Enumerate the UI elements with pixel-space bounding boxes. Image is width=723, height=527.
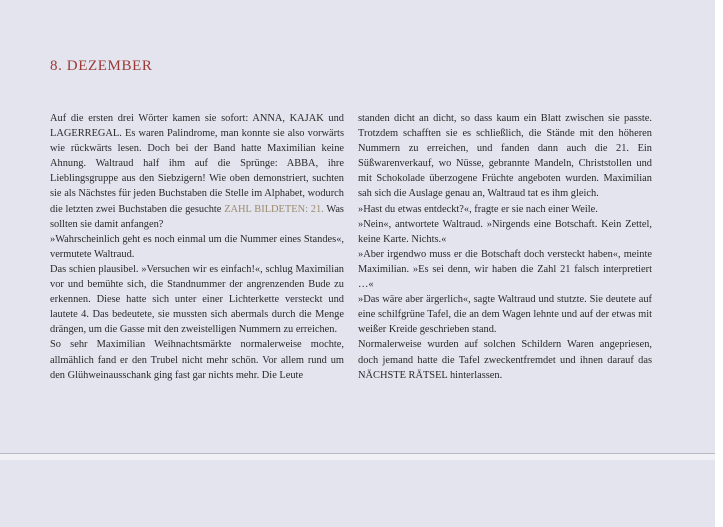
left-text-column (50, 111, 344, 383)
paragraph: »Nein«, antwortete Waltraud. »Nirgends eine Botschaft. Kein Zettel, keine Karte. Nichts.« (358, 218, 652, 245)
paragraph-text: Was sollten sie damit anfangen? (50, 203, 344, 230)
paragraph: »Aber irgendwo muss er die Botschaft doch versteckt haben«, meinte Maximilian. »Es sei denn, wir haben die Zahl 21 falsch interpretiert …« (358, 248, 652, 291)
next-page-area (0, 460, 715, 527)
highlighted-text: ZAHL BILDETEN: 21. (224, 203, 324, 215)
paragraph: »Das wäre aber ärgerlich«, sagte Waltraud und stutzte. Sie deutete auf eine schilfgrüne Tafel, die an dem Wagen lehnte und auf der etwas mit weißer Kreide geschrieben stand. (358, 294, 652, 336)
paragraph-text: Auf die ersten drei Wörter kamen sie sofort: ANNA, KAJAK und LAGERREGAL. Es waren Palindrome, man konnte sie also vorwärts wie rückwärts lesen. Doch bei der Band hatte Maximilian keine Ahnung. Waltraud half ihm auf die Sprünge: ABBA, ihre Lieblingsgruppe aus den Siebzigern! Wie oben demonstriert, suchten sie als Nächstes für jeden Buchstaben die Stelle im Alphabet, wodurch die letzten zwei Buchstaben die gesuchte (50, 113, 344, 215)
paragraph: »Hast du etwas entdeckt?«, fragte er sie nach einer Weile. (358, 203, 598, 215)
paragraph (50, 111, 344, 232)
paragraph: Normalerweise wurden auf solchen Schildern Waren angepriesen, doch jemand hatte die Tafel zweckentfremdet und ihnen darauf das NÄCHSTE RÄTSEL hinterlassen. (358, 339, 652, 381)
paragraph: »Wahrscheinlich geht es noch einmal um die Nummer eines Standes«, vermutete Waltraud. (50, 233, 344, 260)
chapter-heading: 8. DEZEMBER (50, 58, 153, 74)
paragraph: standen dicht an dicht, so dass kaum ein Blatt zwischen sie passte. Trotzdem schafften sie es schließlich, die Stände mit den höheren Nummern zu erreichen, und fanden dann auch die 21. Ein Süßwarenverkauf, wo Nüsse, gebrannte Mandeln, Christstollen und mit Schokolade überzogene Früchte angeboten wurden. Maximilian sah sich die Auslage genau an, Waltraud tat es ihm gleich. (358, 113, 652, 200)
paragraph: So sehr Maximilian Weihnachtsmärkte normalerweise mochte, allmählich fand er den Trubel nicht mehr schön. Vor allem rund um den Glühweinausschank ging fast gar nichts mehr. Die Leute (50, 339, 344, 381)
paragraph: Das schien plausibel. »Versuchen wir es einfach!«, schlug Maximilian vor und bemühte sich, die Standnummer der angrenzenden Bude zu erkennen. Diese hatte sich unter einer Lichterkette versteckt und lautete 4. Das bedeutete, sie mussten sich abermals durch die Menge drängen, um die Gasse mit den zweistelligen Nummern zu erreichen. (50, 263, 344, 336)
right-text-column (358, 111, 652, 383)
page-edge (715, 0, 723, 527)
